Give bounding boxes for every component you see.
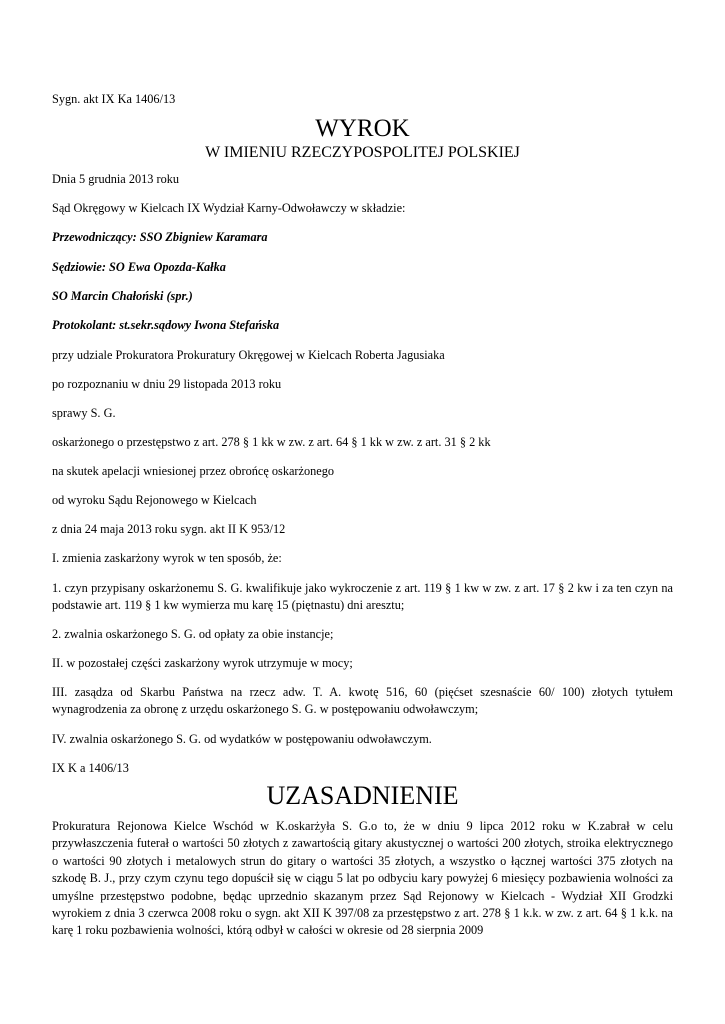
charge-line: oskarżonego o przestępstwo z art. 278 § 1 kk w zw. z art. 64 § 1 kk w zw. z art. 31 § 2 kk (52, 435, 491, 449)
judge-rapporteur: SO Marcin Chałoński (spr.) (52, 289, 193, 303)
prosecutor-line: przy udziale Prokuratora Prokuratury Okręgowej w Kielcach Roberta Jagusiaka (52, 348, 445, 362)
document-subtitle: W IMIENIU RZECZYPOSPOLITEJ POLSKIEJ (205, 144, 520, 161)
court-composition: Sąd Okręgowy w Kielcach IX Wydział Karny-Odwoławczy w składzie: (52, 201, 406, 215)
ruling-point-2: II. w pozostałej części zaskarżony wyrok utrzymuje w mocy; (52, 656, 353, 670)
appeal-line: na skutek apelacji wniesionej przez obrońcę oskarżonego (52, 464, 335, 478)
justification-text: Prokuratura Rejonowa Kielce Wschód w K.oskarżyła S. G.o to, że w dniu 9 lipca 2012 roku w K.zabrał w celu przywłaszczenia futerał o wartości 50 złotych z zawartością gitary akustycznej o wartości 200 złotych, stroika elektrycznego o wartości 90 złotych i metalowych strun do gitary o wartości 35 złotych, a wszystko o łącznej wartości 375 złotych na szkodę B. J., przy czym czynu tego dopuścił się w ciągu 5 lat po odbyciu kary powyżej 6 miesięcy pozbawienia wolności za umyślne przestępstwo podobne, będąc uprzednio skazanym przez Sąd Rejonowy w Kielcach - Wydział XII Grodzki wyrokiem z dnia 3 czerwca 2008 roku o sygn. akt XII K 397/08 za przestępstwo z art. 278 § 1 k.k. w zw. z art. 64 § 1 k.k. na karę 1 roku pozbawienia wolności, którą odbył w całości w okresie od 28 sierpnia 2009 (52, 819, 673, 938)
ruling-point-3: III. zasądza od Skarbu Państwa na rzecz adw. T. A. kwotę 516, 60 (pięćset szesnaście 60/ 100) złotych tytułem wynagrodzenia za obronę z urzędu oskarżonego S. G. w postępowaniu odwoławczym; (52, 685, 673, 716)
presiding-judge: Przewodniczący: SSO Zbigniew Karamara (52, 230, 268, 244)
lower-court-date: z dnia 24 maja 2013 roku sygn. akt II K 953/12 (52, 522, 286, 536)
reference-number: IX K a 1406/13 (52, 761, 129, 775)
lower-court-line: od wyroku Sądu Rejonowego w Kielcach (52, 493, 257, 507)
judgment-date: Dnia 5 grudnia 2013 roku (52, 172, 180, 186)
ruling-point-1-1: 1. czyn przypisany oskarżonemu S. G. kwalifikuje jako wykroczenie z art. 119 § 1 kw w zw. z art. 17 § 2 kw i za ten czyn na podstawie art. 119 § 1 kw wymierza mu karę 15 (piętnastu) dni aresztu; (52, 581, 673, 612)
court-clerk: Protokolant: st.sekr.sądowy Iwona Stefańska (52, 318, 280, 332)
judges: Sędziowie: SO Ewa Opozda-Kałka (52, 260, 226, 274)
case-signature: Sygn. akt IX Ka 1406/13 (52, 92, 176, 106)
justification-title: UZASADNIENIE (266, 781, 459, 810)
ruling-point-1-2: 2. zwalnia oskarżonego S. G. od opłaty za obie instancje; (52, 627, 334, 641)
hearing-date: po rozpoznaniu w dniu 29 listopada 2013 roku (52, 377, 282, 391)
document-title: WYROK (315, 115, 410, 142)
ruling-point-1: I. zmienia zaskarżony wyrok w ten sposób, że: (52, 551, 282, 565)
case-of: sprawy S. G. (52, 406, 116, 420)
ruling-point-4: IV. zwalnia oskarżonego S. G. od wydatków w postępowaniu odwoławczym. (52, 732, 432, 746)
